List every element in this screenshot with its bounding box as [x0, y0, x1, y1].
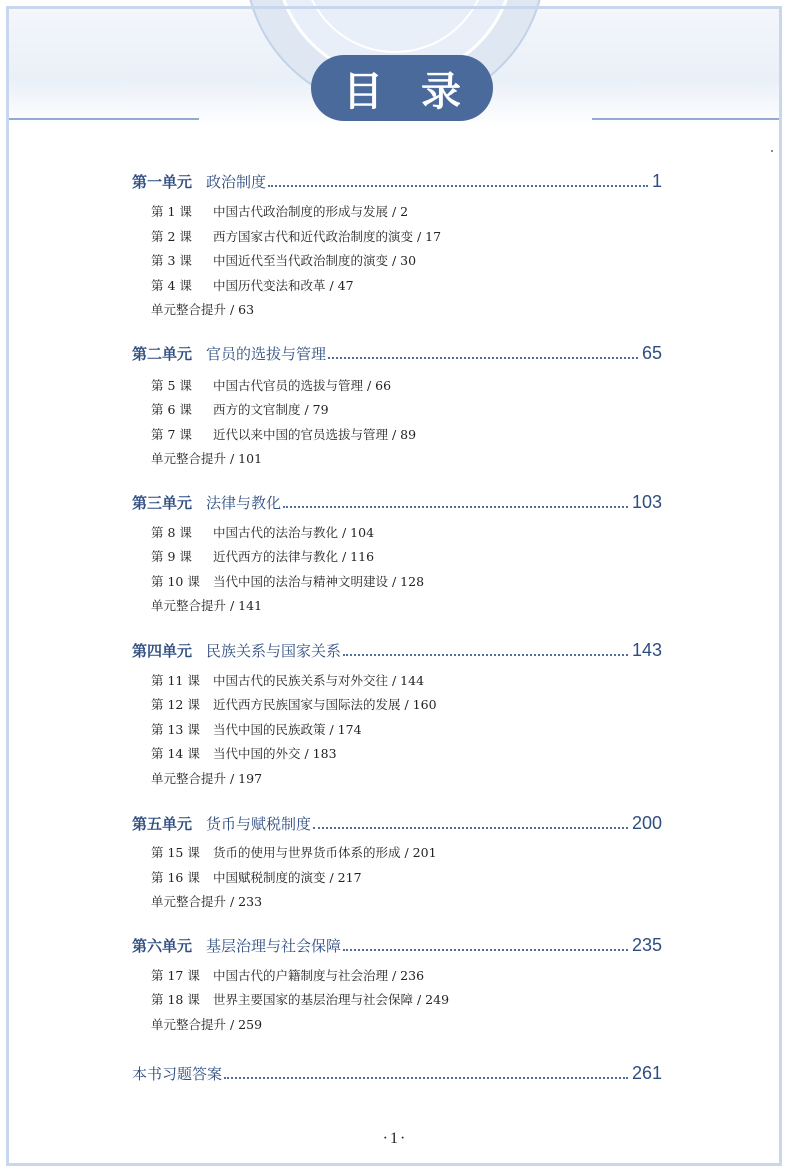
lesson-number: 第 5 课 — [151, 378, 192, 393]
toc-unit-1[interactable] — [132, 171, 662, 192]
page-number: ·1· — [382, 1130, 408, 1147]
lesson-title: 当代中国的外交 / 183 — [213, 746, 337, 761]
leader-dots — [268, 185, 648, 187]
lesson-number: 第 4 课 — [151, 278, 192, 293]
unit-title: 货币与赋税制度 — [206, 815, 312, 833]
unit-page: 1 — [651, 171, 662, 191]
unit-title: 官员的选拔与管理 — [206, 345, 327, 363]
leader-dots — [343, 949, 628, 951]
unit-title: 政治制度 — [206, 173, 267, 191]
toc-unit-summary[interactable]: 单元整合提升 / 141 — [151, 598, 263, 613]
toc-lesson[interactable] — [151, 695, 437, 713]
lesson-number: 第 14 课 — [151, 746, 200, 761]
lesson-title: 货币的使用与世界货币体系的形成 / 201 — [213, 845, 437, 860]
lesson-title: 西方国家古代和近代政治制度的演变 / 17 — [213, 229, 442, 244]
toc-lesson[interactable] — [151, 720, 362, 738]
toc-lesson[interactable] — [151, 966, 424, 984]
lesson-title: 近代西方的法律与教化 / 116 — [213, 549, 375, 564]
lesson-number: 第 12 课 — [151, 697, 200, 712]
lesson-title: 中国古代的民族关系与对外交往 / 144 — [213, 673, 425, 688]
toc-answers[interactable] — [132, 1063, 662, 1084]
unit-page: 65 — [641, 343, 662, 363]
lesson-title: 中国历代变法和改革 / 47 — [213, 278, 354, 293]
toc-unit-3[interactable] — [132, 492, 662, 513]
title-char-2: 录 — [421, 68, 461, 115]
toc-lesson[interactable] — [151, 572, 424, 590]
lesson-number: 第 11 课 — [151, 673, 200, 688]
lesson-title: 当代中国的法治与精神文明建设 / 128 — [213, 574, 425, 589]
lesson-number: 第 1 课 — [151, 204, 192, 219]
lesson-number: 第 13 课 — [151, 722, 200, 737]
unit-title: 基层治理与社会保障 — [206, 937, 342, 955]
leader-dots — [313, 827, 628, 829]
lesson-title: 当代中国的民族政策 / 174 — [213, 722, 362, 737]
unit-number: 第五单元 — [132, 815, 193, 833]
title-char-1: 目 — [343, 68, 383, 115]
lesson-number: 第 16 课 — [151, 870, 200, 885]
answers-page: 261 — [631, 1063, 662, 1083]
lesson-title: 中国古代官员的选拔与管理 / 66 — [213, 378, 392, 393]
lesson-title: 中国古代的法治与教化 / 104 — [213, 525, 375, 540]
toc-lesson[interactable] — [151, 868, 362, 886]
lesson-title: 近代以来中国的官员选拔与管理 / 89 — [213, 427, 417, 442]
toc-unit-4[interactable] — [132, 640, 662, 661]
toc-lesson[interactable] — [151, 202, 408, 220]
unit-page: 143 — [631, 640, 662, 660]
toc-lesson[interactable] — [151, 523, 374, 541]
lesson-number: 第 18 课 — [151, 992, 200, 1007]
toc-lesson[interactable] — [151, 744, 337, 762]
leader-dots — [224, 1077, 628, 1079]
unit-page: 200 — [631, 813, 662, 833]
lesson-number: 第 17 课 — [151, 968, 200, 983]
answers-title: 本书习题答案 — [132, 1065, 223, 1083]
unit-title: 法律与教化 — [206, 494, 282, 512]
leader-dots — [328, 357, 638, 359]
toc-unit-summary[interactable]: 单元整合提升 / 197 — [151, 771, 263, 786]
lesson-number: 第 6 课 — [151, 402, 192, 417]
toc-lesson[interactable] — [151, 227, 441, 245]
toc-unit-summary[interactable]: 单元整合提升 / 101 — [151, 451, 263, 466]
toc-unit-6[interactable] — [132, 935, 662, 956]
leader-dots — [343, 654, 628, 656]
unit-number: 第三单元 — [132, 494, 193, 512]
toc-unit-2[interactable] — [132, 343, 662, 364]
lesson-number: 第 8 课 — [151, 525, 192, 540]
lesson-title: 近代西方民族国家与国际法的发展 / 160 — [213, 697, 437, 712]
toc-lesson[interactable] — [151, 400, 329, 418]
unit-page: 235 — [631, 935, 662, 955]
toc-unit-summary[interactable]: 单元整合提升 / 259 — [151, 1017, 263, 1032]
toc-lesson[interactable] — [151, 376, 391, 394]
toc-unit-summary[interactable]: 单元整合提升 / 63 — [151, 302, 255, 317]
toc-unit-5[interactable] — [132, 813, 662, 834]
lesson-number: 第 15 课 — [151, 845, 200, 860]
unit-number: 第四单元 — [132, 642, 193, 660]
unit-number: 第一单元 — [132, 173, 193, 191]
unit-title: 民族关系与国家关系 — [206, 642, 342, 660]
lesson-number: 第 2 课 — [151, 229, 192, 244]
toc-lesson[interactable] — [151, 990, 449, 1008]
lesson-title: 西方的文官制度 / 79 — [213, 402, 329, 417]
toc-lesson[interactable] — [151, 843, 437, 861]
toc-lesson[interactable] — [151, 425, 416, 443]
lesson-title: 中国赋税制度的演变 / 217 — [213, 870, 362, 885]
lesson-title: 中国古代的户籍制度与社会治理 / 236 — [213, 968, 425, 983]
toc-lesson[interactable] — [151, 251, 416, 269]
lesson-title: 中国古代政治制度的形成与发展 / 2 — [213, 204, 409, 219]
unit-number: 第六单元 — [132, 937, 193, 955]
toc-lesson[interactable] — [151, 276, 354, 294]
lesson-title: 世界主要国家的基层治理与社会保障 / 249 — [213, 992, 450, 1007]
toc-lesson[interactable] — [151, 547, 374, 565]
toc-lesson[interactable] — [151, 671, 424, 689]
lesson-title: 中国近代至当代政治制度的演变 / 30 — [213, 253, 417, 268]
toc-unit-summary[interactable]: 单元整合提升 / 233 — [151, 894, 263, 909]
unit-page: 103 — [631, 492, 662, 512]
lesson-number: 第 7 课 — [151, 427, 192, 442]
lesson-number: 第 3 课 — [151, 253, 192, 268]
leader-dots — [283, 506, 628, 508]
unit-number: 第二单元 — [132, 345, 193, 363]
lesson-number: 第 10 课 — [151, 574, 200, 589]
lesson-number: 第 9 课 — [151, 549, 192, 564]
